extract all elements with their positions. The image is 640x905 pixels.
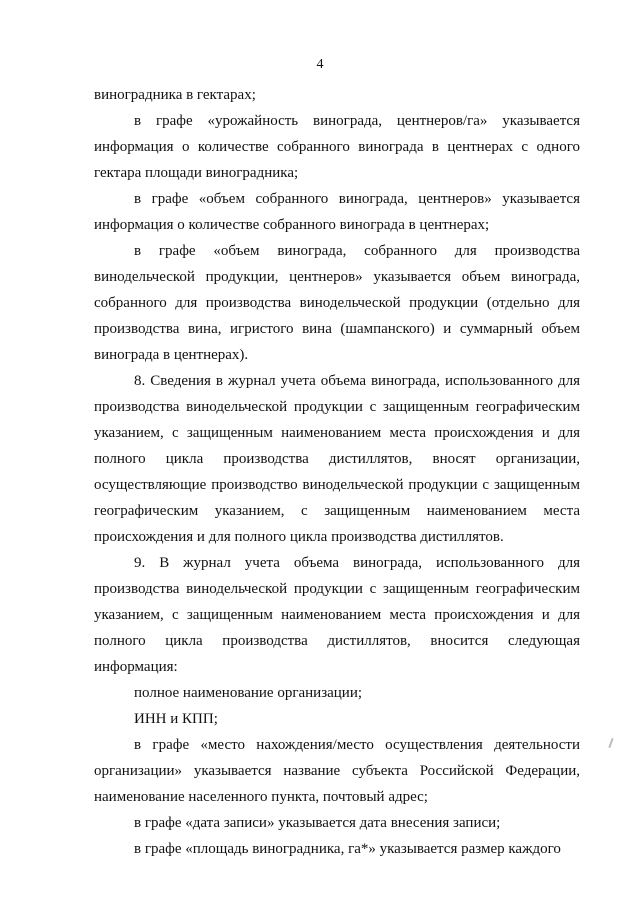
paragraph-vineyard-area-column: в графе «площадь виноградника, га*» указывается размер каждого bbox=[134, 841, 561, 857]
paragraph-location-column: в графе «место нахождения/место осуществления деятельности организации» указывается название субъекта Российской Федерации, наименование населенного пункта, почтовый адрес; bbox=[94, 737, 580, 805]
paragraph-organization-name: полное наименование организации; bbox=[134, 685, 363, 701]
page-number: 4 bbox=[316, 57, 324, 72]
paragraph-record-date-column: в графе «дата записи» указывается дата внесения записи; bbox=[134, 815, 501, 831]
paragraph-inn-kpp: ИНН и КПП; bbox=[134, 711, 218, 727]
paragraph-harvest-volume-column: в графе «объем собранного винограда, центнеров» указывается информация о количестве собранного винограда в центнерах; bbox=[94, 191, 580, 233]
paragraph-item-9: 9. В журнал учета объема винограда, использованного для производства винодельческой продукции с защищенным географическим указанием, с защищенным наименованием места происхождения и для полного цикла производства дистиллятов, вносится следующая информация: bbox=[94, 555, 580, 675]
paragraph-wine-production-volume-column: в графе «объем винограда, собранного для производства винодельческой продукции, центнеров» указывается объем винограда, собранного для производства винодельческой продукции (отдельно для производства вина, игристого вина (шампанского) и суммарный объем винограда в центнерах). bbox=[94, 243, 580, 363]
paragraph-yield-column: в графе «урожайность винограда, центнеров/га» указывается информация о количестве собранного винограда в центнерах с одного гектара площади виноградника; bbox=[94, 113, 580, 181]
paragraph-item-8: 8. Сведения в журнал учета объема винограда, использованного для производства винодельческой продукции с защищенным географическим указанием, с защищенным наименованием места происхождения и для полного цикла производства дистиллятов, вносят организации, осуществляющие производство винодельческой продукции с защищенным географическим указанием, с защищенным наименованием места происхождения и для полного цикла производства дистиллятов. bbox=[94, 373, 580, 545]
paragraph-continuation: виноградника в гектарах; bbox=[94, 87, 256, 103]
scan-margin-mark bbox=[608, 738, 613, 748]
document-body bbox=[94, 82, 580, 862]
